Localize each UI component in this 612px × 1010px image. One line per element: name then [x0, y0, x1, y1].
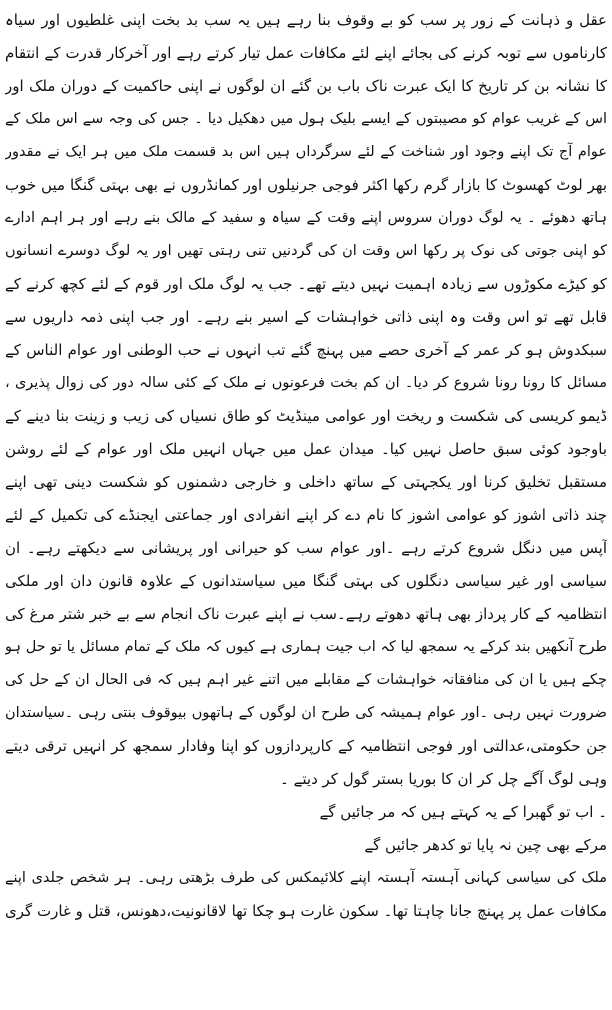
text-line: انتظامیہ کے کار پرداز بھی ہاتھ دھوتے رہے۔سب نے اپنے عبرت ناک انجام سے بے خبر شتر مرغ کی: [5, 605, 607, 623]
text-line: کا نشانہ بن کر تاریخ کا ایک عبرت ناک باب بن گئے ان لوگوں نے اپنی حاکمیت کے دوران ملک اور: [5, 77, 607, 95]
verse-line-2: مرکے بھی چین نہ پایا تو کدھر جائیں گے: [364, 836, 607, 854]
text-line: بھر لوٹ کھسوٹ کا بازار گرم رکھا اکثر فوجی جرنیلوں اور کمانڈروں نے بھی بہتی گنگا میں خوب: [5, 176, 607, 194]
text-line: قابل تھے تو اس وقت وہ اپنی ذاتی خواہشات کے اسیر بنے رہے۔ اور جب اپنی ذمہ داریوں سے: [5, 308, 607, 326]
verse-line-1: ۔ اب تو گھبرا کے یہ کہتے ہیں کہ مر جائیں گے: [319, 803, 607, 821]
text-line: ہاتھ دھوئے ۔ یہ لوگ دوران سروس اپنے وقت کے سیاہ و سفید کے مالک بنے رہے اور ہر اہم ادارے: [5, 210, 607, 226]
text-line: مستقبل تخلیق کرنا اور یکجہتی کے ساتھ داخلی و خارجی دشمنوں کو شکست دینی تھی اپنے: [5, 473, 607, 491]
text-line: ڈیمو کریسی کی شکست و ریخت اور عوامی مینڈیٹ کو طاق نسیاں کی زیب و زینت بنا دینے کے: [5, 407, 607, 425]
text-line: آپس میں دنگل شروع کرتے رہے ۔اور عوام سب کو حیرانی اور پریشانی سے دیکھتے رہے۔ ان: [5, 539, 607, 557]
text-line: طرح آنکھیں بند کرکے یہ سمجھ لیا کہ اب جیت ہماری ہے کیوں کہ ملک کے تمام مسائل یا تو حل ہو: [5, 639, 607, 655]
text-line: اس کے غریب عوام کو مصیبتوں کے ایسے بلیک ہول میں دھکیل دیا ۔ جس کی وجہ سے اس ملک کے: [5, 111, 607, 127]
text-line: باوجود کوئی سبق حاصل نہیں کیا۔ میدان عمل میں جہاں انہیں ملک اور عوام کے لئے روشن: [5, 440, 607, 458]
text-line: چکے ہیں یا ان کی منافقانہ خواہشات کے مقابلے میں اتنے غیر اہم ہیں کہ فی الحال ان کے حل کی: [5, 672, 607, 688]
text-line: عقل و ذہانت کے زور پر سب کو بے وقوف بنا رہے ہیں یہ سب بد بخت اپنی غلطیوں اور سیاہ: [5, 11, 607, 29]
text-line: کو کیڑے مکوڑوں سے زیادہ اہمیت نہیں دیتے تھے۔ جب یہ لوگ ملک اور قوم کے لئے کچھ کرنے کے: [5, 275, 607, 293]
text-line: عوام آج تک اپنے وجود اور شناخت کے لئے سرگرداں ہیں اس بد قسمت ملک میں ہر ایک نے مقدور: [5, 144, 607, 160]
text-line: چند ذاتی اشوز کو عوامی اشوز کا نام دے کر اپنے انفرادی اور جماعتی ایجنڈے کی تکمیل کے لئے: [5, 506, 607, 524]
text-line: کارناموں سے توبہ کرنے کی بجائے اپنے لئے مکافات عمل تیار کرتے رہے اور آخرکار قدرت کے انتقام: [5, 44, 607, 62]
text-line: ملک کی سیاسی کہانی آہستہ آہستہ اپنے کلائیمکس کی طرف بڑھتی رہی۔ ہر شخص جلدی اپنے: [5, 870, 607, 886]
text-line: ضرورت نہیں رہی ۔اور عوام ہمیشہ کی طرح ان لوگوں کے ہاتھوں بیوقوف بنتی رہی ۔سیاستدان: [5, 705, 607, 721]
text-line: مسائل کا رونا رونا شروع کر دیا۔ ان کم بخت فرعونوں نے ملک کے کئی سالہ دور کی زوال پذیری ،: [5, 375, 607, 391]
text-line: سبکدوش ہو کر عمر کے آخری حصے میں پہنچ گئے تب انہوں نے حب الوطنی اور عوام الناس کے: [5, 341, 607, 359]
text-line: سیاسی اور غیر سیاسی دنگلوں کی بہتی گنگا میں سیاستدانوں کے علاوہ قانون دان اور ملکی: [5, 572, 607, 590]
text-line: کو اپنی جوتی کی نوک پر رکھا اس وقت ان کی گردنیں تنی رہتی تھیں اور یہ لوگ دوسرے انسانوں: [5, 243, 607, 259]
text-line: جن حکومتی،عدالتی اور فوجی انتظامیہ کے کارپردازوں کو اپنا وفادار سمجھ کر انہیں ترقی دیتے: [5, 737, 607, 755]
text-line: مکافات عمل پر پہنچ جانا چاہتا تھا۔ سکون غارت ہو چکا تھا لاقانونیت،دھونس، قتل و غارت گری: [5, 902, 607, 920]
text-line-paragraph-end: وہی لوگ آگے چل کر ان کا بوریا بستر گول کر دیتے ۔: [280, 770, 607, 788]
